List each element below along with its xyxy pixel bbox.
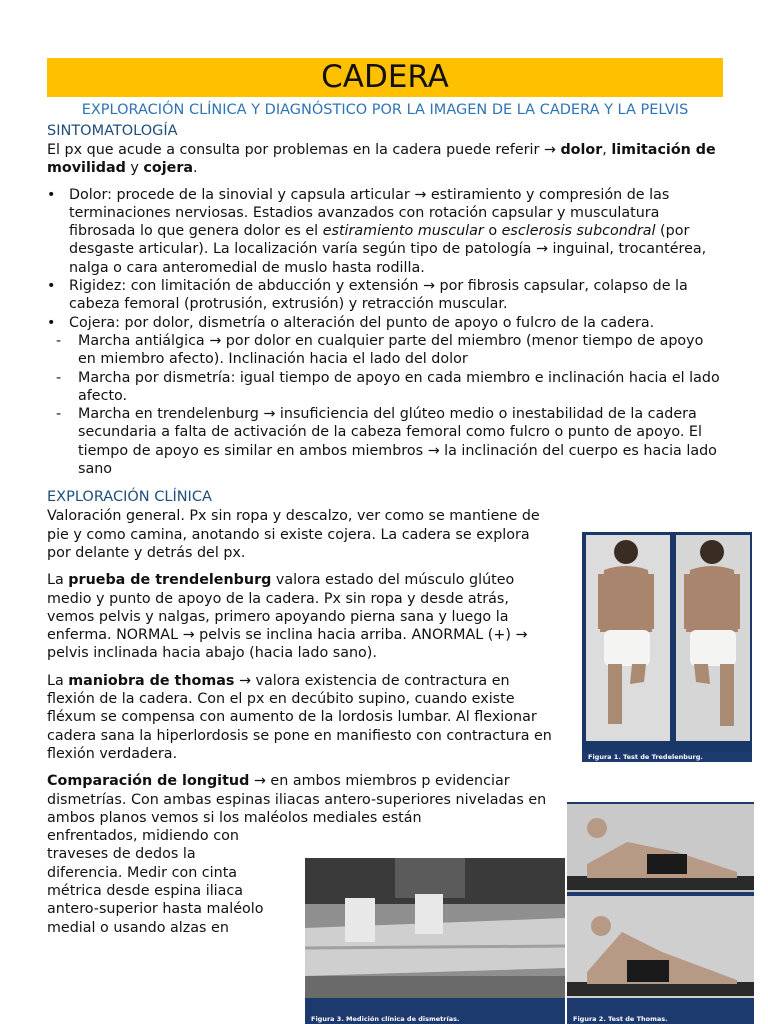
arrow-icon: →: [414, 186, 427, 203]
arrow-icon: →: [182, 627, 195, 644]
paragraph-valoracion: Valoración general. Px sin ropa y descalzo, ver como se mantiene de pie y como camina, anotando si existe cojera. La cadera se explora por delante y detrás del px.: [47, 508, 540, 561]
line: métrica desde espina iliaca: [47, 882, 244, 899]
paragraph-comparacion: Comparación de longitud → en ambos miembros p evidenciar dismetrías. Con ambas espinas iliacas antero-superiores niveladas en ambos planos vemos si los maléolos mediales están: [47, 773, 547, 826]
line: medial o usando alzas en: [47, 919, 229, 936]
list-item-dolor: • Dolor: procede de la sinovial y capsula articular → estiramiento y compresión de las terminaciones nerviosas. Estadios avanzados con rotación capsular y musculatura fibrosada lo que genera dolor es el estiramiento muscular o esclerosis subcondral (por desgaste articular). La localización varía según tipo de patología → inguinal, trocantérea, nalga o cara anteromedial de muslo hasta rodilla.: [47, 186, 723, 277]
figure-trendelenburg: [582, 532, 752, 762]
arrow-icon: →: [253, 773, 266, 790]
gait-list: [47, 332, 723, 478]
list-item-marcha-antialgica: - Marcha antiálgica → por dolor en cualquier parte del miembro (menor tiempo de apoyo en miembro afecto). Inclinación hacia el lado del dolor: [47, 332, 723, 369]
line: diferencia. Medir con cinta: [47, 864, 238, 881]
symptom-list: [47, 186, 723, 332]
figure-thomas: [567, 802, 754, 1024]
figure-medicion: [305, 858, 565, 1024]
figure-caption: Figura 1. Test de Tredelenburg.: [582, 752, 752, 762]
arrow-icon: →: [427, 442, 440, 459]
line: traveses de dedos la: [47, 846, 196, 863]
heading-sintomatologia: SINTOMATOLOGÍA: [47, 123, 178, 139]
list-item-marcha-trendelenburg: - Marcha en trendelenburg → insuficiencia del glúteo medio o inestabilidad de la cadera secundaria a falta de activación de la cabeza femoral como fulcro o punto de apoyo. El tiempo de apoyo es similar en ambos miembros → la inclinación del cuerpo es hacia lado sano: [47, 405, 723, 478]
document-subtitle: EXPLORACIÓN CLÍNICA Y DIAGNÓSTICO POR LA IMAGEN DE LA CADERA Y LA PELVIS: [81, 102, 689, 118]
list-item-marcha-dismetria: - Marcha por dismetría: igual tiempo de apoyo en cada miembro e inclinación hacia el lado afecto.: [47, 369, 723, 406]
arrow-icon: →: [263, 406, 276, 423]
arrow-icon: →: [535, 241, 548, 258]
intro-paragraph: El px que acude a consulta por problemas en la cadera puede referir → dolor, limitación de movilidad y cojera.: [47, 142, 716, 177]
figure-caption: Figura 3. Medición clínica de dismetrías.: [305, 1014, 565, 1024]
trendelenburg-photo: [582, 532, 752, 762]
arrow-icon: →: [515, 627, 528, 644]
paragraph-trendelenburg: La prueba de trendelenburg valora estado del músculo glúteo medio y punto de apoyo de la cadera. Px sin ropa y desde atrás, vemos pelvis y nalgas, primero apoyando pierna sana y luego la enferma. NORMAL → pelvis se inclina hacia arriba. ANORMAL (+) → pelvis inclinada hacia abajo (hacia lado sano).: [47, 572, 528, 662]
thomas-photo: [567, 802, 754, 1024]
line: enfrentados, midiendo con: [47, 828, 239, 845]
arrow-icon: →: [422, 278, 435, 295]
list-item-rigidez: • Rigidez: con limitación de abducción y extensión → por fibrosis capsular, colapso de la cabeza femoral (protrusión, extrusión) y retracción muscular.: [47, 277, 723, 314]
paragraph-thomas: La maniobra de thomas → valora existencia de contractura en flexión de la cadera. Con el px en decúbito supino, cuando existe fléxum se compensa con aumento de la lordosis lumbar. Al flexionar cadera sana la hiperlordosis se pone en manifiesto con contractura en flexión verdadera.: [47, 672, 552, 762]
figure-caption: Figura 2. Test de Thomas.: [567, 1014, 754, 1024]
arrow-icon: →: [543, 142, 556, 158]
heading-exploracion: EXPLORACIÓN CLÍNICA: [47, 489, 212, 506]
medicion-photo: [305, 858, 565, 1024]
line: antero-superior hasta maléolo: [47, 901, 264, 918]
page-title: CADERA: [47, 58, 723, 97]
arrow-icon: →: [209, 332, 222, 349]
arrow-icon: →: [238, 672, 251, 689]
list-item-cojera: • Cojera: por dolor, dismetría o alteración del punto de apoyo o fulcro de la cadera.: [47, 314, 723, 332]
